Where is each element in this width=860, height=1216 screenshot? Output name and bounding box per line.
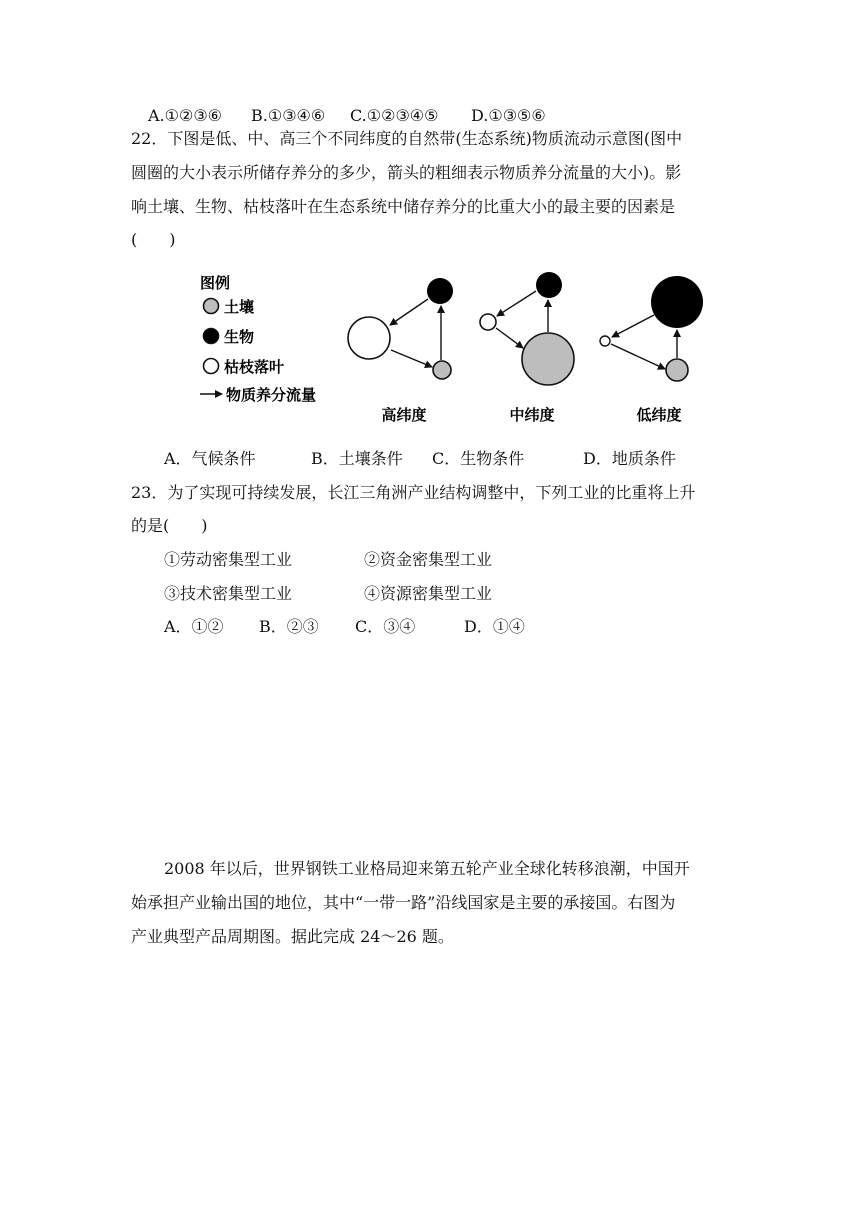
q21-option-d: D.①③⑤⑥ <box>471 106 546 125</box>
q22-stem-line-2: 圆圈的大小表示所储存养分的多少，箭头的粗细表示物质养分流量的大小)。影 <box>131 163 682 182</box>
q22-stem-line-3: 响土壤、生物、枯枝落叶在生态系统中储存养分的比重大小的最主要的因素是 <box>131 197 676 216</box>
q23-option-a: A．①② <box>164 617 224 636</box>
q22-option-a: A．气候条件 <box>164 449 256 468</box>
mid-lat-litter-circle <box>480 314 496 330</box>
low-latitude-diagram <box>600 276 703 381</box>
caption-low-latitude: 低纬度 <box>636 406 682 424</box>
passage-line-2: 始承担产业输出国的地位，其中“一带一路”沿线国家是主要的承接国。右图为 <box>131 893 676 912</box>
q23-option-d: D．①④ <box>464 617 525 636</box>
legend-soil-icon <box>204 299 219 314</box>
q23-stem-line-1: 23．为了实现可持续发展，长江三角洲产业结构调整中，下列工业的比重将上升 <box>131 483 696 502</box>
high-lat-arrow-litter-soil <box>391 350 432 367</box>
q22-stem-line-1: 22．下图是低、中、高三个不同纬度的自然带(生态系统)物质流动示意图(图中 <box>131 129 683 148</box>
q23-item-2: ②资金密集型工业 <box>364 550 493 569</box>
q21-option-a: A.①②③⑥ <box>148 106 223 125</box>
q23-option-b: B．②③ <box>259 617 319 636</box>
q23-stem-line-2: 的是( ) <box>131 516 208 535</box>
nutrient-cycle-diagram <box>196 262 716 432</box>
legend-title: 图例 <box>200 274 231 292</box>
high-lat-soil-circle <box>433 361 451 379</box>
high-lat-litter-circle <box>348 317 390 359</box>
q22-stem-line-4: ( ) <box>131 230 176 249</box>
high-latitude-diagram <box>348 278 453 379</box>
mid-lat-arrow-litter-soil <box>496 328 523 348</box>
legend-litter-icon <box>204 359 219 374</box>
high-lat-arrow-biomass-litter <box>390 299 428 325</box>
legend-biomass-label: 生物 <box>224 328 255 346</box>
q22-option-d: D．地质条件 <box>583 449 676 468</box>
mid-lat-arrow-biomass-litter <box>497 291 536 316</box>
passage-line-1: 2008 年以后，世界钢铁工业格局迎来第五轮产业全球化转移浪潮，中国开 <box>164 859 690 878</box>
q23-item-4: ④资源密集型工业 <box>364 584 493 603</box>
q23-item-3: ③技术密集型工业 <box>164 584 293 603</box>
mid-lat-soil-circle <box>522 333 574 385</box>
passage-line-3: 产业典型产品周期图。据此完成 24～26 题。 <box>131 927 454 946</box>
low-lat-soil-circle <box>666 359 688 381</box>
legend-litter-label: 枯枝落叶 <box>224 358 285 376</box>
caption-mid-latitude: 中纬度 <box>509 406 555 424</box>
q21-option-c: C.①②③④⑤ <box>350 106 439 125</box>
q23-item-1: ①劳动密集型工业 <box>164 550 293 569</box>
q22-option-c: C．生物条件 <box>432 449 525 468</box>
legend-flow-label: 物质养分流量 <box>226 386 317 404</box>
low-lat-arrow-litter-soil <box>611 344 665 369</box>
high-lat-biomass-circle <box>427 278 453 304</box>
low-lat-biomass-circle <box>651 276 703 328</box>
nutrient-cycle-figure <box>196 262 716 432</box>
low-lat-litter-circle <box>600 336 610 346</box>
q23-option-c: C．③④ <box>355 617 416 636</box>
mid-latitude-diagram <box>480 272 574 385</box>
q22-option-b: B．土壤条件 <box>311 449 403 468</box>
q21-option-b: B.①③④⑥ <box>251 106 326 125</box>
low-lat-arrow-biomass-litter <box>612 315 654 337</box>
legend-soil-label: 土壤 <box>224 298 255 316</box>
caption-high-latitude: 高纬度 <box>381 406 427 424</box>
legend-biomass-icon <box>204 329 219 344</box>
mid-lat-biomass-circle <box>536 272 562 298</box>
